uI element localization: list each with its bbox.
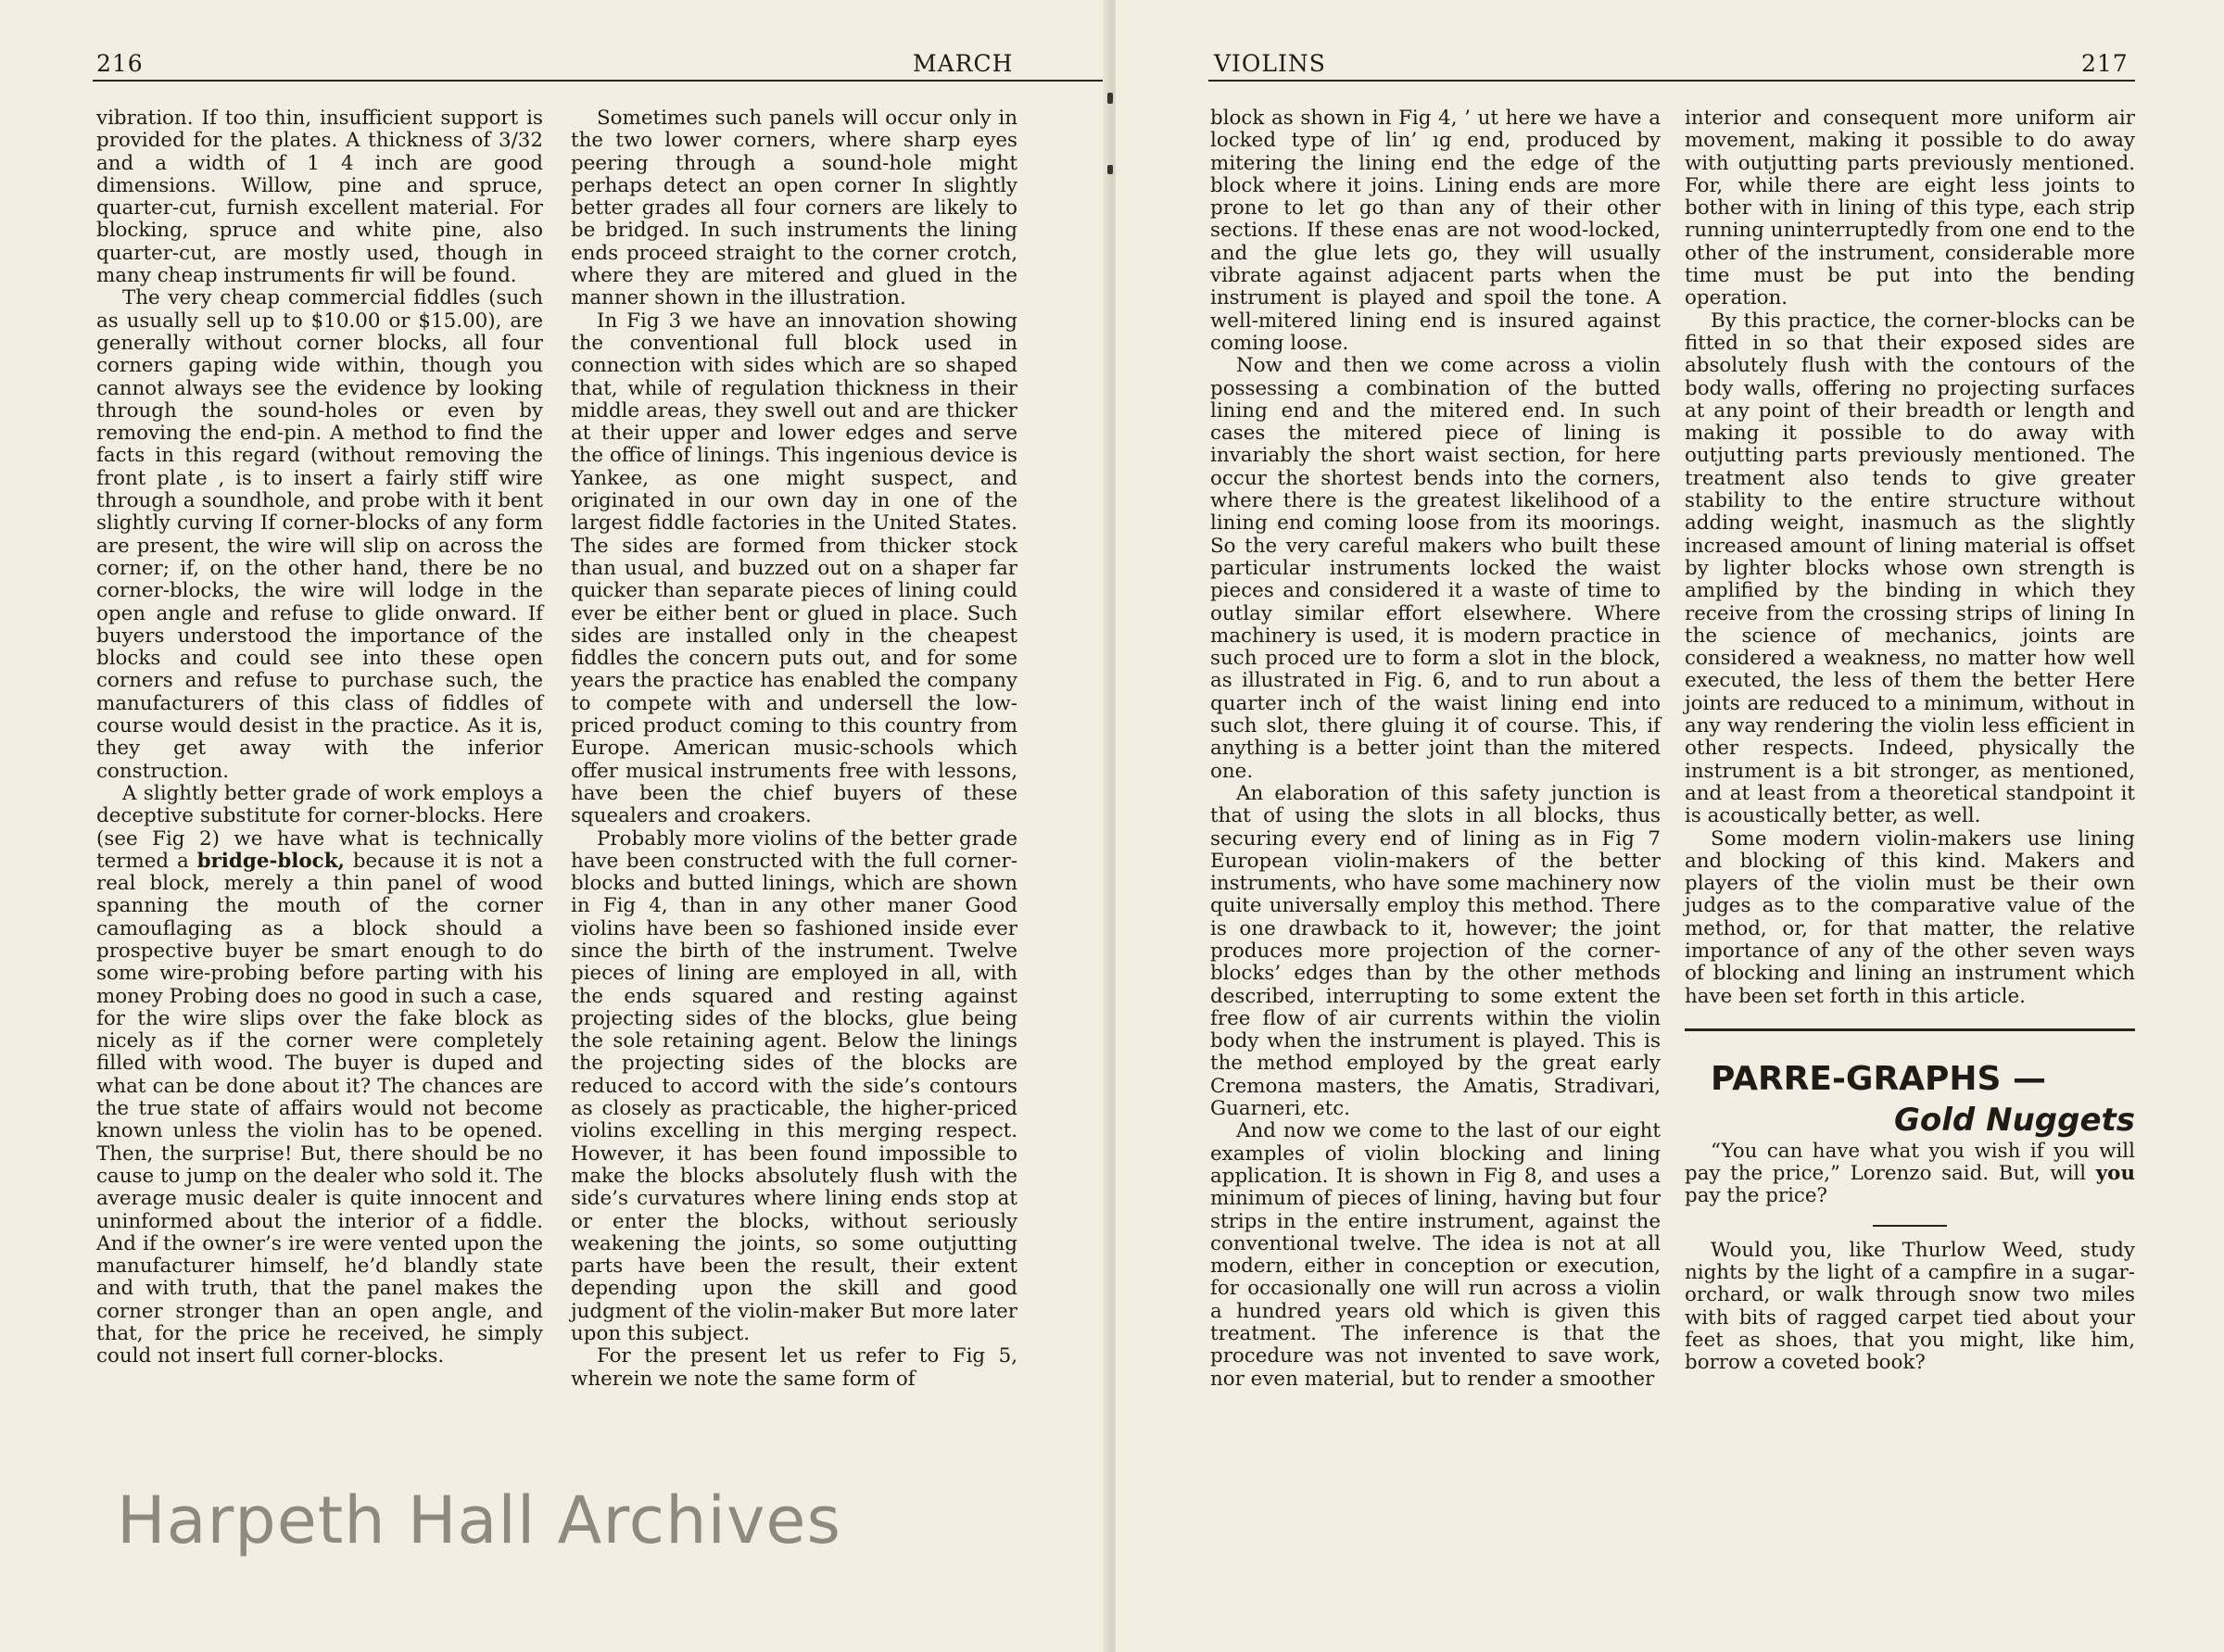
paragraph: block as shown in Fig 4, ’ ut here we have a locked type of lin’ ıg end, produced by mitering the lining end the edge of the block where it joins. Lining ends are more prone to let go than any of their other sections. If these enas are not wood-locked, and the glue lets go, they will usually vibrate against adjacent parts when the instrument is played and spoil the tone. A well-mitered lining end is insured against coming loose. xyxy=(1210,107,1661,355)
right-page-number: 217 xyxy=(2081,50,2129,77)
left-header-rule xyxy=(93,80,1105,82)
quote-paragraph xyxy=(1685,1141,2135,1208)
text-run: pay the price? xyxy=(1685,1184,1828,1208)
paragraph: Sometimes such panels will occur only in the two lower corners, where sharp eyes peering through a sound-hole might perhaps detect an open corner In slightly better grades all four corners are likely to be bridged. In such instruments the lining ends proceed straight to the corner crotch, where they are mitered and glued in the manner shown in the illustration. xyxy=(571,107,1017,310)
short-divider xyxy=(1873,1225,1947,1227)
text-run: A slightly better grade of work employs a deceptive substitute for corner-blocks. Here (see Fig 2) we have what is technically termed a xyxy=(96,781,543,873)
archive-watermark: Harpeth Hall Archives xyxy=(117,1482,841,1558)
column-3 xyxy=(1210,107,1661,1391)
column-2 xyxy=(571,107,1017,1391)
paragraph: Now and then we come across a violin possessing a combination of the butted lining end and the mitered end. In such cases the mitered piece of lining is invariably the short waist section, for here occur the shortest bends into the corners, where there is the greatest likelihood of a lining end coming loose from its moorings. So the very careful makers who built these particular instruments locked the waist pieces and considered it a waste of time to outlay similar effort elsewhere. Where machinery is used, it is modern practice in such proced ure to form a slot in the block, as illustrated in Fig. 6, and to run about a quarter inch of the waist lining end into such slot, there gluing it of course. This, if anything is a better joint than the mitered one. xyxy=(1210,354,1661,783)
text-run: “You can have what you wish if you will pay the price,” Lorenzo said. But, will xyxy=(1685,1139,2135,1186)
paragraph: In Fig 3 we have an innovation showing the conventional full block used in connection with sides which are so shaped that, while of regulation thickness in their middle areas, they swell out and are thicker at their upper and lower edges and serve the office of linings. This ingenious device is Yankee, as one might suspect, and originated in our own day in one of the largest fiddle factories in the United States. The sides are formed from thicker stock than usual, and buzzed out on a shaper far quicker than separate pieces of lining could ever be either bent or glued in place. Such sides are installed only in the cheapest fiddles the concern puts out, and for some years the practice has enabled the company to compete with and undersell the low-priced product coming to this country from Europe. American music-schools which offer musical instruments free with lessons, have been the chief buyers of these squealers and croakers. xyxy=(571,309,1017,828)
left-page-number: 216 xyxy=(96,50,144,77)
section-divider-rule xyxy=(1685,1028,2135,1031)
text-run: because it is not a real block, merely a thin panel of wood spanning the mouth of the corner camouflaging as a block should a prospective buyer be smart enough to do some wire-probing before parting with his money Probing does no good in such a case, for the wire slips over the fake block as nicely as if the corner were completely filled with wood. The buyer is duped and what can be done about it? The chances are the true state of affairs would not become known unless the violin has to be opened. Then, the surprise! But, there should be no cause to jump on the dealer who sold it. The average music dealer is quite innocent and uninformed about the interior of a fiddle. And if the owner’s ire were vented upon the manufacturer himself, he’d blandly state and with truth, that the panel makes the corner stronger than an open angle, and that, for the price he received, he simply could not insert full corner-blocks. xyxy=(96,849,544,1368)
paragraph: For the present let us refer to Fig 5, wherein we note the same form of xyxy=(571,1344,1017,1391)
paragraph: And now we come to the last of our eight examples of violin blocking and lining application. It is shown in Fig 8, and uses a minimum of pieces of lining, having but four strips in the entire instrument, against the conventional twelve. The idea is not at all modern, either in conception or execution, for occasionally one will run across a violin a hundred years old which is given this treatment. The inference is that the procedure was not invented to save work, nor even material, but to render a smoother xyxy=(1210,1119,1661,1391)
column-1 xyxy=(96,107,543,1368)
paragraph xyxy=(96,783,543,1368)
paragraph: vibration. If too thin, insufficient support is provided for the plates. A thickness of 3/32 and a width of 1 4 inch are good dimensions. Willow, pine and spruce, quarter-cut, furnish excellent material. For blocking, spruce and white pine, also quarter-cut, are mostly used, though in many cheap instruments fir will be found. xyxy=(96,107,543,288)
bridge-block-term: bridge-block, xyxy=(196,849,345,873)
section-subtitle: Gold Nuggets xyxy=(1894,1101,2135,1139)
paragraph: The very cheap commercial fiddles (such as usually sell up to $10.00 or $15.00), are generally without corner blocks, all four corners gaping wide within, though you cannot always see the evidence by looking through the sound-holes or even by removing the end-pin. A method to find the facts in this regard (without removing the front plate , is to insert a fairly stiff wire through a soundhole, and probe with it bent slightly curving If corner-blocks of any form are present, the wire will slip on across the corner; if, on the other hand, there be no corner-blocks, the wire will lodge in the open angle and refuse to glide onward. If buyers understood the importance of the blocks and could see into these open corners and refuse to purchase such, the manufacturers of this class of fiddles of course would desist in the practice. As it is, they get away with the inferior construction. xyxy=(96,286,543,783)
paragraph: An elaboration of this safety junction is that of using the slots in all blocks, thus securing every end of lining as in Fig 7 European violin-makers of the better instruments, who have some machinery now quite universally employ this method. There is one drawback to it, however; the joint produces more projection of the corner-blocks’ edges than by the other methods described, interrupting to some extent the free flow of air currents within the violin body when the instrument is played. This is the method employed by the great early Cremona masters, the Amatis, Stradivari, Guarneri, etc. xyxy=(1210,781,1661,1121)
paragraph: Some modern violin-makers use lining and blocking of this kind. Makers and players of the violin must be their own judges as to the comparative value of the method, or, for that matter, the relative importance of any of the other seven ways of blocking and lining an instrument which have been set forth in this article. xyxy=(1685,826,2135,1008)
paragraph: Would you, like Thurlow Weed, study nights by the light of a campfire in a sugar-orchard, or walk through snow two miles with bits of ragged carpet tied about your feet as shoes, that you might, like him, borrow a coveted book? xyxy=(1685,1238,2135,1375)
emphasis-you: you xyxy=(2095,1162,2135,1186)
right-running-head: VIOLINS xyxy=(1214,50,1326,77)
left-page xyxy=(0,0,1108,1652)
right-page xyxy=(1116,0,2224,1652)
section-title: PARRE-GRAPHS — xyxy=(1711,1059,2047,1098)
binding-mark xyxy=(1107,93,1113,104)
paragraph: interior and consequent more uniform air movement, making it possible to do away with outjutting parts previously mentioned. For, while there are eight less joints to bother with in lining of this type, each strip running uninterruptedly from one end to the other of the instrument, considerable more time must be put into the bending operation. xyxy=(1685,107,2135,310)
binding-mark xyxy=(1107,165,1113,174)
paragraph: Probably more violins of the better grade have been constructed with the full corner-blocks and butted linings, which are shown in Fig 4, than in any other maner Good violins have been so fashioned inside ever since the birth of the instrument. Twelve pieces of lining are employed in all, with the ends squared and resting against projecting sides of the blocks, glue being the sole retaining agent. Below the linings the projecting sides of the blocks are reduced to accord with the side’s contours as closely as practicable, the higher-priced violins excelling in this merging respect. However, it has been found impossible to make the blocks absolutely flush with the side’s curvatures where lining ends stop at or enter the blocks, without seriously weakening the joints, so some outjutting parts have been the result, their extent depending upon the skill and good judgment of the violin-maker But more later upon this subject. xyxy=(571,826,1017,1346)
right-header-rule xyxy=(1208,80,2135,82)
column-4 xyxy=(1685,107,2135,1375)
paragraph: By this practice, the corner-blocks can be fitted in so that their exposed sides are absolutely flush with the contours of the body walls, offering no projecting surfaces at any point of their breadth or length and making it possible to do away with outjutting parts previously mentioned. The treatment also tends to give greater stability to the entire structure without adding weight, inasmuch as the slightly increased amount of lining material is offset by lighter blocks whose own strength is amplified by the binding in which they receive from the crossing strips of lining In the science of mechanics, joints are considered a weakness, no matter how well executed, the less of them the better Here joints are reduced to a minimum, without in any way rendering the violin less efficient in other respects. Indeed, physically the instrument is a bit stronger, as mentioned, and at least from a theoretical standpoint it is acoustically better, as well. xyxy=(1685,309,2135,828)
left-running-head: MARCH xyxy=(913,50,1014,77)
